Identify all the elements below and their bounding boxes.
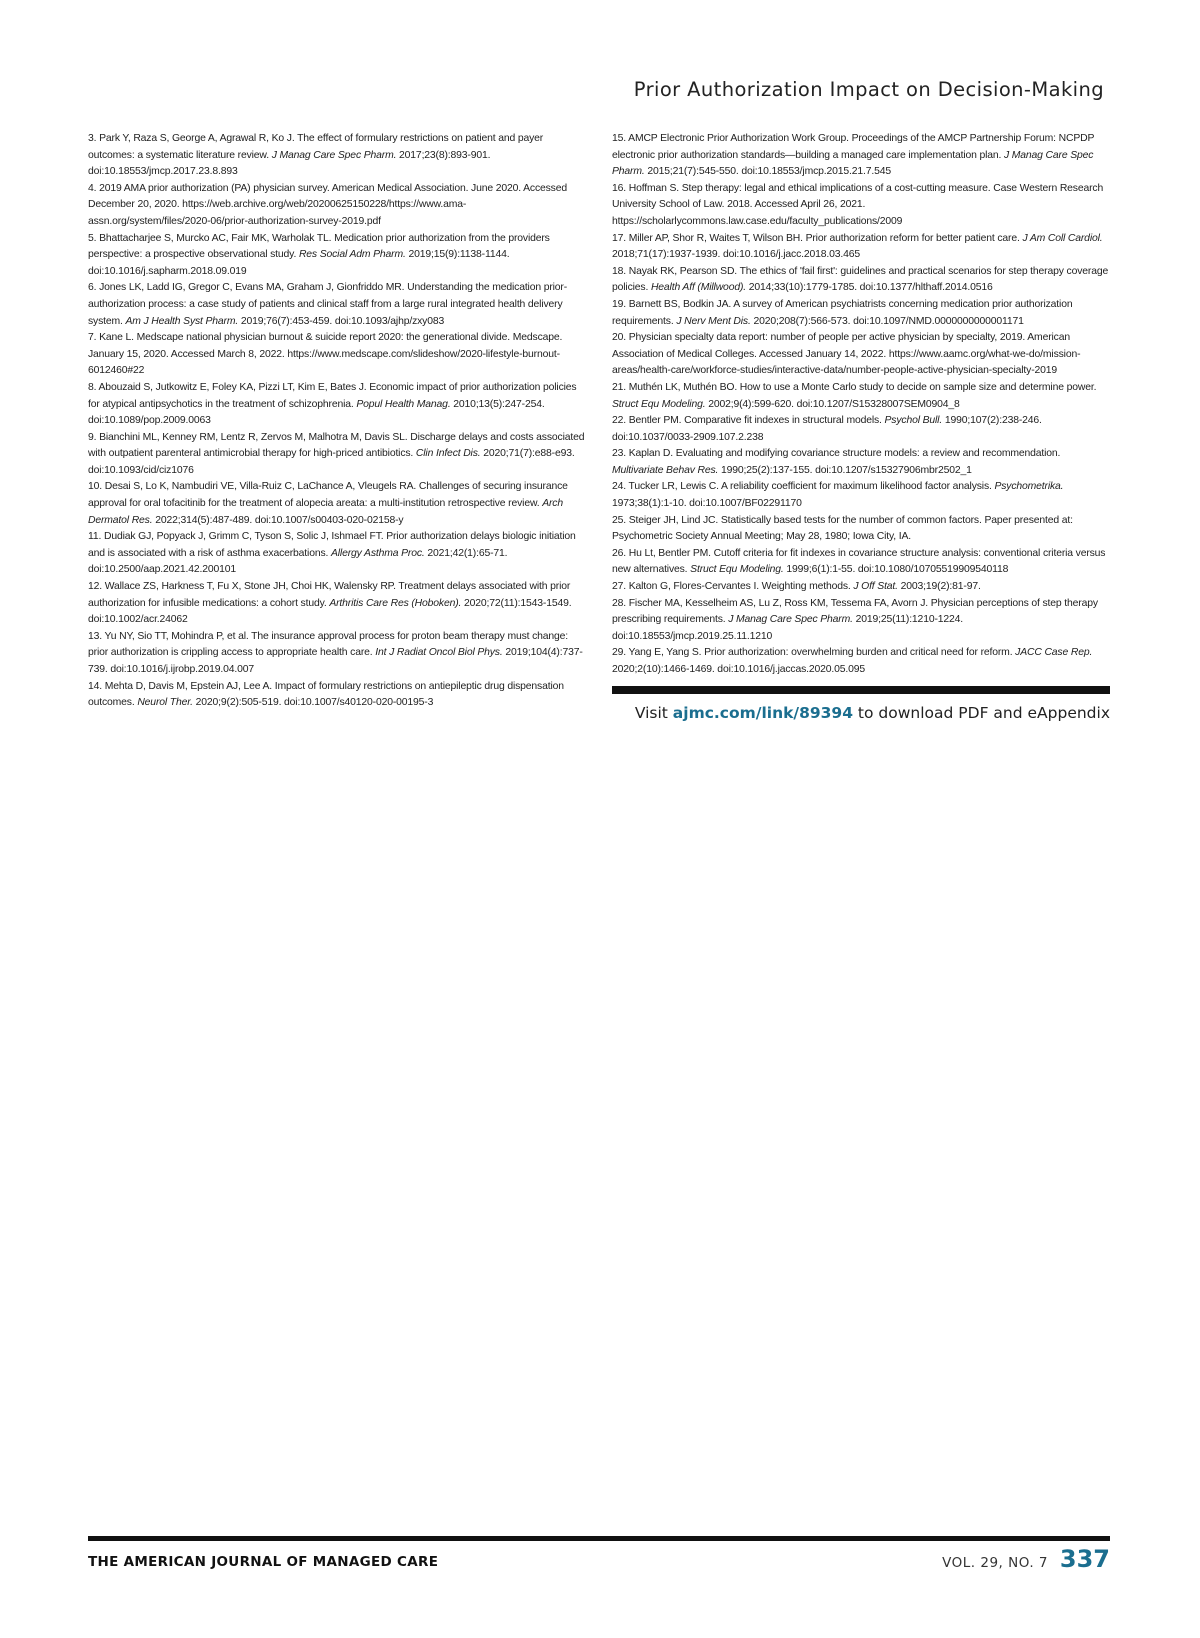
download-notice [635, 704, 1110, 722]
reference-item: 24. Tucker LR, Lewis C. A reliability coefficient for maximum likelihood factor analysis. Psychometrika. 1973;38(1):1-10. doi:10.1007/BF02291170 [612, 481, 1064, 510]
footer-volume: VOL. 29, NO. 7 [942, 1555, 1048, 1571]
reference-item: 4. 2019 AMA prior authorization (PA) physician survey. American Medical Association. June 2020. Accessed December 20, 2020. https://web.archive.org/web/20200625150228/https://www.ama-assn.org/system/files/2020-06/prior-authorization-survey-2019.pdf [88, 182, 567, 227]
reference-item: 7. Kane L. Medscape national physician burnout & suicide report 2020: the generational divide. Medscape. January 15, 2020. Accessed March 8, 2022. https://www.medscape.com/slideshow/2020-lifestyle-burnout-6012460#22 [88, 332, 563, 377]
reference-item: 19. Barnett BS, Bodkin JA. A survey of American psychiatrists concerning medication prior authorization requirements. J Nerv Ment Dis. 2020;208(7):566-573. doi:10.1097/NMD.0000000000001171 [612, 298, 1073, 327]
page-number: 337 [1059, 1545, 1110, 1573]
reference-item: 18. Nayak RK, Pearson SD. The ethics of 'fail first': guidelines and practical scenarios for step therapy coverage policies. Health Aff (Millwood). 2014;33(10):1779-1785. doi:10.1377/hlthaff.2014.0516 [612, 265, 1109, 294]
references-right-column [612, 131, 1110, 679]
reference-item: 3. Park Y, Raza S, George A, Agrawal R, Ko J. The effect of formulary restrictions on patient and payer outcomes: a systematic literature review. J Manag Care Spec Pharm. 2017;23(8):893-901. doi:10.18553/jmcp.2017.23.8.893 [88, 133, 544, 178]
section-divider [612, 686, 1110, 694]
running-title: Prior Authorization Impact on Decision-Making [633, 78, 1104, 101]
reference-item: 11. Dudiak GJ, Popyack J, Grimm C, Tyson S, Solic J, Ishmael FT. Prior authorization delays biologic initiation and is associated with a risk of asthma exacerbations. Allergy Asthma Proc. 2021;42(1):65-71. doi:10.2500/aap.2021.42.200101 [88, 531, 576, 576]
reference-item: 9. Bianchini ML, Kenney RM, Lentz R, Zervos M, Malhotra M, Davis SL. Discharge delays and costs associated with outpatient parenteral antimicrobial therapy for high-priced antibiotics. Clin Infect Dis. 2020;71(7):e88-e93. doi:10.1093/cid/ciz1076 [88, 431, 585, 476]
reference-item: 26. Hu Lt, Bentler PM. Cutoff criteria for fit indexes in covariance structure analysis: conventional criteria versus new alternatives. Struct Equ Modeling. 1999;6(1):1-55. doi:10.1080/10705519909540118 [612, 547, 1106, 576]
reference-item: 16. Hoffman S. Step therapy: legal and ethical implications of a cost-cutting measure. Case Western Research University School of Law. 2018. Accessed April 26, 2021. https://scholarlycommons.law.case.edu/faculty_publications/2009 [612, 182, 1104, 227]
reference-item: 27. Kalton G, Flores-Cervantes I. Weighting methods. J Off Stat. 2003;19(2):81-97. [612, 581, 981, 593]
reference-item: 20. Physician specialty data report: number of people per active physician by specialty, 2019. American Association of Medical Colleges. Accessed January 14, 2022. https://www.aamc.org/what-we-do/mission-areas/health-care/workforce-studies/interactive-data/number-people-active-physician-specialty-2019 [612, 332, 1081, 377]
reference-item: 8. Abouzaid S, Jutkowitz E, Foley KA, Pizzi LT, Kim E, Bates J. Economic impact of prior authorization policies for atypical antipsychotics in the treatment of schizophrenia. Popul Health Manag. 2010;13(5):247-254. doi:10.1089/pop.2009.0063 [88, 381, 577, 427]
reference-item: 17. Miller AP, Shor R, Waites T, Wilson BH. Prior authorization reform for better patient care. J Am Coll Cardiol. 2018;71(17):1937-1939. doi:10.1016/j.jacc.2018.03.465 [612, 232, 1103, 261]
reference-item: 15. AMCP Electronic Prior Authorization Work Group. Proceedings of the AMCP Partnership Forum: NCPDP electronic prior authorization standards—building a managed care implementation plan. J Manag Care Spec Pharm. 2015;21(7):545-550. doi:10.18553/jmcp.2015.21.7.545 [612, 133, 1095, 178]
reference-item: 22. Bentler PM. Comparative fit indexes in structural models. Psychol Bull. 1990;107(2):238-246. doi:10.1037/0033-2909.107.2.238 [612, 415, 1042, 443]
reference-item: 14. Mehta D, Davis M, Epstein AJ, Lee A. Impact of formulary restrictions on antiepileptic drug dispensation outcomes. Neurol Ther. 2020;9(2):505-519. doi:10.1007/s40120-020-00195-3 [88, 680, 564, 709]
footer-divider [88, 1536, 1110, 1541]
reference-item: 12. Wallace ZS, Harkness T, Fu X, Stone JH, Choi HK, Walensky RP. Treatment delays associated with prior authorization for infusible medications: a cohort study. Arthritis Care Res (Hoboken). 2020;72(11):1543-1549. doi:10.1002/acr.24062 [88, 581, 572, 626]
download-notice-suffix: to download PDF and eAppendix [853, 704, 1110, 722]
reference-item: 10. Desai S, Lo K, Nambudiri VE, Villa-Ruiz C, LaChance A, Vleugels RA. Challenges of securing insurance approval for oral tofacitinib for the treatment of alopecia areata: a multi-institution retrospective review. Arch Dermatol Res. 2022;314(5):487-489. doi:10.1007/s00403-020-02158-y [88, 481, 568, 526]
reference-item: 13. Yu NY, Sio TT, Mohindra P, et al. The insurance approval process for proton beam therapy must change: prior authorization is crippling access to appropriate health care. Int J Radiat Oncol Biol Phys. 2019;104(4):737-739. doi:10.1016/j.ijrobp.2019.04.007 [88, 630, 583, 675]
references-left-column [88, 131, 588, 712]
reference-item: 5. Bhattacharjee S, Murcko AC, Fair MK, Warholak TL. Medication prior authorization from the providers perspective: a prospective observational study. Res Social Adm Pharm. 2019;15(9):1138-1144. doi:10.1016/j.sapharm.2018.09.019 [88, 232, 550, 277]
reference-item: 25. Steiger JH, Lind JC. Statistically based tests for the number of common factors. Paper presented at: Psychometric Society Annual Meeting; May 28, 1980; Iowa City, IA. [612, 514, 1073, 543]
reference-item: 23. Kaplan D. Evaluating and modifying covariance structure models: a review and recommendation. Multivariate Behav Res. 1990;25(2):137-155. doi:10.1207/s15327906mbr2502_1 [612, 448, 1061, 476]
footer-journal-name: THE AMERICAN JOURNAL OF MANAGED CARE [88, 1554, 439, 1570]
reference-item: 21. Muthén LK, Muthén BO. How to use a Monte Carlo study to decide on sample size and determine power. Struct Equ Modeling. 2002;9(4):599-620. doi:10.1207/S15328007SEM0904_8 [612, 381, 1097, 410]
reference-item: 6. Jones LK, Ladd IG, Gregor C, Evans MA, Graham J, Gionfriddo MR. Understanding the medication prior-authorization process: a case study of patients and clinical staff from a large rural integrated health delivery system. Am J Health Syst Pharm. 2019;76(7):453-459. doi:10.1093/ajhp/zxy083 [88, 282, 568, 327]
reference-item: 28. Fischer MA, Kesselheim AS, Lu Z, Ross KM, Tessema FA, Avorn J. Physician perceptions of step therapy prescribing requirements. J Manag Care Spec Pharm. 2019;25(11):1210-1224. doi:10.18553/jmcp.2019.25.11.1210 [612, 597, 1098, 642]
download-link[interactable]: ajmc.com/link/89394 [672, 704, 853, 722]
download-notice-prefix: Visit [634, 704, 673, 722]
reference-item: 29. Yang E, Yang S. Prior authorization: overwhelming burden and critical need for reform. JACC Case Rep. 2020;2(10):1466-1469. doi:10.1016/j.jaccas.2020.05.095 [612, 647, 1093, 675]
